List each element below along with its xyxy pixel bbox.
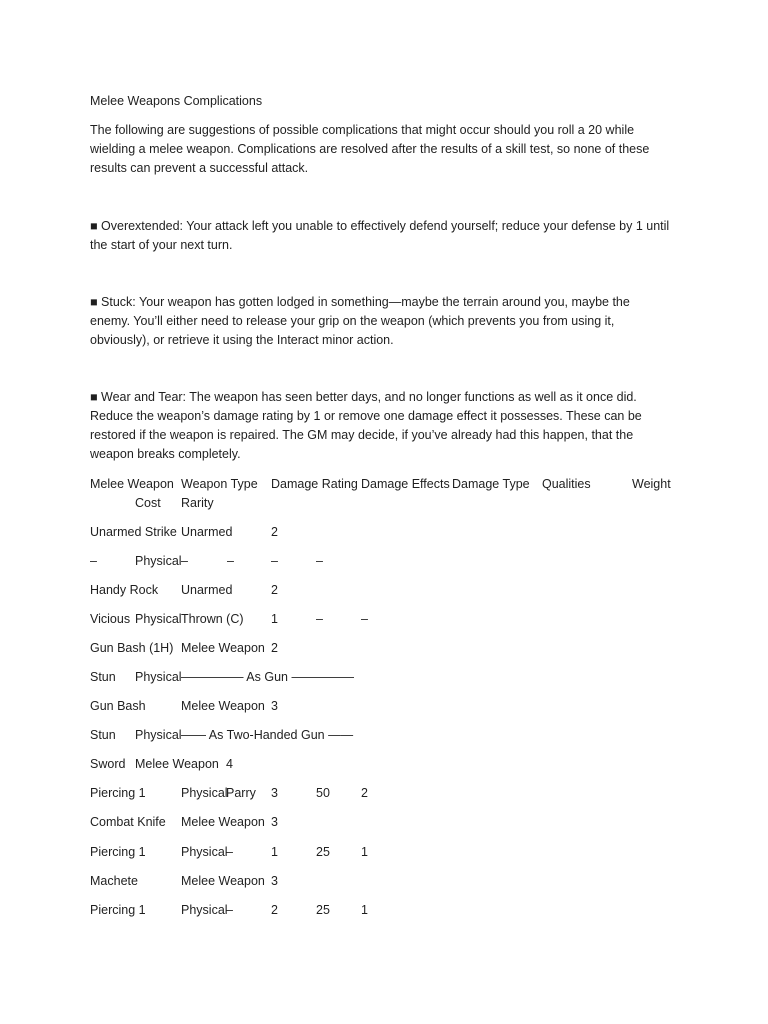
table-cell: 1 bbox=[361, 903, 368, 917]
table-cell: 3 bbox=[271, 874, 278, 888]
table-cell: Physical bbox=[181, 845, 228, 859]
complication-overextended: ■ Overextended: Your attack left you unable to effectively defend yourself; reduce your defense by 1 until the start of your next turn. bbox=[90, 219, 670, 252]
table-cell: 2 bbox=[271, 903, 278, 917]
complication-wear-and-tear: ■ Wear and Tear: The weapon has seen better days, and no longer functions as well as it once did. Reduce the weapon’s damage rating by 1 or remove one damage effect it possesses. These can be restored if the weapon is repaired. The GM may decide, if you’ve already had this happen, that the weapon breaks completely. bbox=[90, 390, 642, 461]
table-cell: Physical bbox=[181, 786, 228, 800]
table-cell: – bbox=[226, 903, 233, 917]
header-qualities: Qualities bbox=[542, 477, 591, 491]
table-cell: 1 bbox=[361, 845, 368, 859]
table-cell: 2 bbox=[361, 786, 368, 800]
table-cell: Vicious bbox=[90, 612, 131, 626]
table-cell: – bbox=[181, 554, 188, 568]
table-cell: Machete bbox=[90, 874, 138, 888]
table-cell: Physical bbox=[135, 728, 182, 742]
table-cell: Parry bbox=[226, 786, 256, 800]
header-weapon-type: Weapon Type bbox=[181, 477, 258, 491]
header-weight: Weight bbox=[632, 477, 671, 491]
table-cell: Physical bbox=[181, 903, 228, 917]
header-damage-rating: Damage Rating bbox=[271, 477, 358, 491]
table-cell: 25 bbox=[316, 903, 330, 917]
document-title: Melee Weapons Complications bbox=[90, 94, 263, 108]
table-cell: Unarmed bbox=[181, 525, 233, 539]
table-cell: Gun Bash bbox=[90, 699, 146, 713]
table-cell: 3 bbox=[271, 815, 278, 829]
table-cell: Unarmed Strike bbox=[90, 525, 177, 539]
table-cell: Sword bbox=[90, 757, 126, 771]
table-cell: Piercing 1 bbox=[90, 786, 146, 800]
header-damage-effects: Damage Effects bbox=[361, 477, 450, 491]
table-cell: 1 bbox=[271, 612, 278, 626]
header-melee-weapon: Melee Weapon bbox=[90, 477, 174, 491]
table-cell: Stun bbox=[90, 728, 116, 742]
table-cell: Physical bbox=[135, 554, 182, 568]
table-cell: Melee Weapon bbox=[181, 815, 265, 829]
table-cell: Combat Knife bbox=[90, 815, 166, 829]
table-cell: 50 bbox=[316, 786, 330, 800]
table-cell: – bbox=[226, 845, 233, 859]
table-cell: 4 bbox=[226, 757, 233, 771]
table-cell: 25 bbox=[316, 845, 330, 859]
intro-paragraph: The following are suggestions of possible complications that might occur should you roll a 20 while wielding a melee weapon. Complications are resolved after the results of a skill test, so none of these results can prevent a successful attack. bbox=[90, 123, 650, 175]
table-cell: – bbox=[90, 554, 97, 568]
table-cell: Piercing 1 bbox=[90, 845, 146, 859]
table-cell: Thrown (C) bbox=[181, 612, 244, 626]
table-cell: 3 bbox=[271, 699, 278, 713]
table-cell: Gun Bash (1H) bbox=[90, 641, 174, 655]
table-cell: Melee Weapon bbox=[181, 874, 265, 888]
table-cell: Piercing 1 bbox=[90, 903, 146, 917]
table-cell: – bbox=[316, 612, 323, 626]
table-cell: 1 bbox=[271, 845, 278, 859]
table-cell: Handy Rock bbox=[90, 583, 159, 597]
table-cell: Melee Weapon bbox=[181, 699, 265, 713]
table-cell: – bbox=[316, 554, 323, 568]
table-cell: 2 bbox=[271, 525, 278, 539]
table-cell: 2 bbox=[271, 641, 278, 655]
table-cell: Stun bbox=[90, 670, 116, 684]
table-cell: 2 bbox=[271, 583, 278, 597]
table-cell: Melee Weapon bbox=[135, 757, 219, 771]
table-cell: Unarmed bbox=[181, 583, 233, 597]
complication-stuck: ■ Stuck: Your weapon has gotten lodged in something—maybe the terrain around you, maybe the enemy. You’ll either need to release your grip on the weapon (which prevents you from using it, obviously), or retrieve it using the Interact minor action. bbox=[90, 295, 630, 347]
table-cell: Physical bbox=[135, 612, 182, 626]
table-cell: – bbox=[227, 554, 234, 568]
table-cell: – bbox=[271, 554, 278, 568]
table-cell: Physical bbox=[135, 670, 182, 684]
header-cost: Cost bbox=[135, 496, 161, 510]
header-rarity: Rarity bbox=[181, 496, 214, 510]
table-cell: – bbox=[361, 612, 368, 626]
table-cell: ————— As Gun ————— bbox=[181, 670, 354, 684]
table-cell: —— As Two-Handed Gun —— bbox=[181, 728, 354, 742]
table-cell: 3 bbox=[271, 786, 278, 800]
header-damage-type: Damage Type bbox=[452, 477, 530, 491]
table-cell: Melee Weapon bbox=[181, 641, 265, 655]
